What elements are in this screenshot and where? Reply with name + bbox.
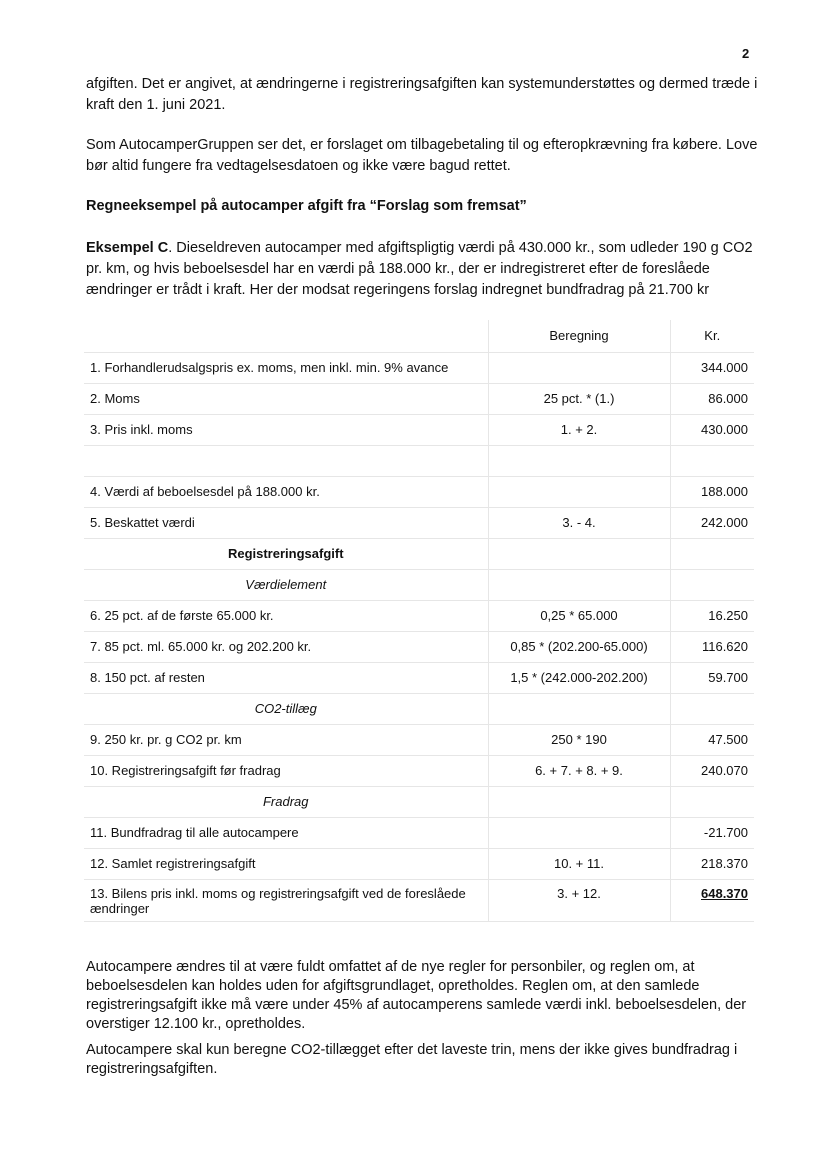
row-calc: 0,85 * (202.200-65.000) bbox=[488, 631, 670, 662]
row-calc: 25 pct. * (1.) bbox=[488, 383, 670, 414]
spacer-cell bbox=[670, 786, 754, 817]
table-row bbox=[84, 600, 754, 631]
row-calc: 10. + 11. bbox=[488, 848, 670, 879]
table-row bbox=[84, 724, 754, 755]
page-number: 2 bbox=[742, 46, 750, 61]
row-calc bbox=[488, 476, 670, 507]
spacer-cell bbox=[670, 538, 754, 569]
table-row bbox=[84, 848, 754, 879]
spacer-cell bbox=[670, 569, 754, 600]
row-calc: 250 * 190 bbox=[488, 724, 670, 755]
table-header-row bbox=[84, 320, 754, 352]
spacer-cell bbox=[488, 538, 670, 569]
table-row bbox=[84, 755, 754, 786]
subsection-row bbox=[84, 693, 754, 724]
subsection-title-deduction: Fradrag bbox=[84, 786, 488, 817]
row-amount: 344.000 bbox=[670, 352, 754, 383]
total-amount: 648.370 bbox=[701, 885, 748, 901]
example-label: Eksempel C bbox=[86, 240, 169, 256]
row-amount: 240.070 bbox=[670, 755, 754, 786]
row-label: 10. Registreringsafgift før fradrag bbox=[84, 755, 488, 786]
row-amount: 116.620 bbox=[670, 631, 754, 662]
header-calc: Beregning bbox=[488, 320, 670, 352]
table-row bbox=[84, 414, 754, 445]
row-label: 6. 25 pct. af de første 65.000 kr. bbox=[84, 600, 488, 631]
spacer-cell bbox=[84, 445, 488, 476]
spacer-cell bbox=[488, 569, 670, 600]
row-label: 8. 150 pct. af resten bbox=[84, 662, 488, 693]
row-amount: 47.500 bbox=[670, 724, 754, 755]
calculation-table bbox=[84, 320, 754, 922]
table-row bbox=[84, 817, 754, 848]
row-calc: 1. + 2. bbox=[488, 414, 670, 445]
row-amount: 188.000 bbox=[670, 476, 754, 507]
table-row-total bbox=[84, 879, 754, 921]
spacer-cell bbox=[488, 445, 670, 476]
row-calc: 1,5 * (242.000-202.200) bbox=[488, 662, 670, 693]
table-row bbox=[84, 383, 754, 414]
row-label: 12. Samlet registreringsafgift bbox=[84, 848, 488, 879]
subsection-row bbox=[84, 569, 754, 600]
table-row bbox=[84, 476, 754, 507]
example-text: . Dieseldreven autocamper med afgiftspligtig værdi på 430.000 kr., som udleder 190 g CO2 pr. km, og hvis beboelsesdel har en værdi på 188.000 kr., der er indregistreret efter de foreslåede ændringer er trådt i kraft. Her der modsat regeringens forslag indregnet bundfradrag på 21.700 kr bbox=[86, 240, 753, 298]
example-heading: Regneeksempel på autocamper afgift fra “Forslag som fremsat” bbox=[86, 198, 527, 214]
row-amount: 218.370 bbox=[670, 848, 754, 879]
spacer-cell bbox=[488, 786, 670, 817]
row-label: 11. Bundfradrag til alle autocampere bbox=[84, 817, 488, 848]
row-label: 7. 85 pct. ml. 65.000 kr. og 202.200 kr. bbox=[84, 631, 488, 662]
subsection-row bbox=[84, 786, 754, 817]
spacer-cell bbox=[488, 693, 670, 724]
header-amount: Kr. bbox=[670, 320, 754, 352]
table-spacer-row bbox=[84, 445, 754, 476]
spacer-cell bbox=[670, 445, 754, 476]
table-row bbox=[84, 507, 754, 538]
section-row bbox=[84, 538, 754, 569]
row-amount: 59.700 bbox=[670, 662, 754, 693]
header-label-cell bbox=[84, 320, 488, 352]
row-label: 9. 250 kr. pr. g CO2 pr. km bbox=[84, 724, 488, 755]
row-label: 3. Pris inkl. moms bbox=[84, 414, 488, 445]
subsection-title-co2: CO2-tillæg bbox=[84, 693, 488, 724]
row-calc bbox=[488, 817, 670, 848]
opinion-paragraph: Som AutocamperGruppen ser det, er forslaget om tilbagebetaling til og efteropkrævning fra købere. Love bør altid fungere fra vedtagelsesdatoen og ikke være bagud rettet. bbox=[86, 137, 758, 174]
row-amount: 430.000 bbox=[670, 414, 754, 445]
row-calc: 3. + 12. bbox=[488, 879, 670, 921]
section-title-registration: Registreringsafgift bbox=[84, 538, 488, 569]
row-label: 13. Bilens pris inkl. moms og registreringsafgift ved de foreslåede ændringer bbox=[84, 879, 488, 921]
row-amount: 242.000 bbox=[670, 507, 754, 538]
table-row bbox=[84, 631, 754, 662]
row-amount: 86.000 bbox=[670, 383, 754, 414]
closing-paragraph-1: Autocampere ændres til at være fuldt omfattet af de nye regler for personbiler, og reglen om, at beboelsesdelen kan holdes uden for afgiftsgrundlaget, opretholdes. Reglen om, at den samlede registreringsafgift ikke må være under 45% af autocamperens samlede værdi inkl. beboelsesdelen, der overstiger 12.100 kr., opretholdes. bbox=[86, 959, 747, 1032]
row-amount: 16.250 bbox=[670, 600, 754, 631]
subsection-title-value: Værdielement bbox=[84, 569, 488, 600]
row-label: 1. Forhandlerudsalgspris ex. moms, men inkl. min. 9% avance bbox=[84, 352, 488, 383]
row-calc: 0,25 * 65.000 bbox=[488, 600, 670, 631]
intro-paragraph: afgiften. Det er angivet, at ændringerne i registreringsafgiften kan systemunderstøttes og dermed træde i kraft den 1. juni 2021. bbox=[86, 76, 758, 113]
row-calc: 6. + 7. + 8. + 9. bbox=[488, 755, 670, 786]
table-row bbox=[84, 662, 754, 693]
row-label: 4. Værdi af beboelsesdel på 188.000 kr. bbox=[84, 476, 488, 507]
spacer-cell bbox=[670, 693, 754, 724]
example-paragraph bbox=[86, 238, 758, 301]
row-label: 2. Moms bbox=[84, 383, 488, 414]
row-amount-total bbox=[670, 879, 754, 921]
table-row bbox=[84, 352, 754, 383]
row-amount: -21.700 bbox=[670, 817, 754, 848]
row-calc: 3. - 4. bbox=[488, 507, 670, 538]
closing-paragraph-2: Autocampere skal kun beregne CO2-tillægget efter det laveste trin, mens der ikke gives bundfradrag i registreringsafgiften. bbox=[86, 1042, 738, 1077]
row-label: 5. Beskattet værdi bbox=[84, 507, 488, 538]
row-calc bbox=[488, 352, 670, 383]
